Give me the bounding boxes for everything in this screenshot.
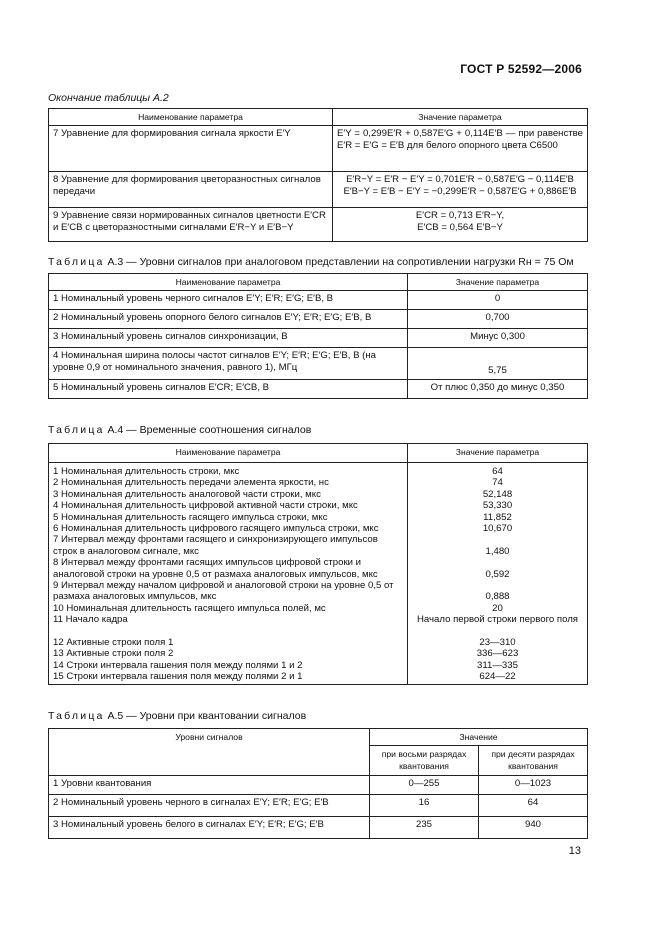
table-cell: 2 Номинальный уровень опорного белого сигналов E′Y; E′R; E′G; E′B, В	[49, 310, 408, 329]
caption-text: А.3 — Уровни сигналов при аналоговом представлении на сопротивлении нагрузки Rн = 75 Ом	[107, 256, 574, 268]
table-cell: 7 Интервал между фронтами гасящего и синхронизирующего импульсов строк в аналоговом сигнале, мкс	[49, 534, 408, 557]
table-cell: 235	[370, 817, 479, 839]
table-cell: 13 Активные строки поля 2	[49, 648, 408, 659]
column-header: Наименование параметра	[49, 109, 333, 126]
table-cell: 1 Номинальный уровень черного сигналов E′Y; E′R; E′G; E′B, В	[49, 291, 408, 310]
table-cell: 9 Уравнение связи нормированных сигналов цветности E′CR и E′CB с цветоразностными сигналами E′R−Y и E′B−Y	[49, 208, 333, 242]
table-cell: 0	[408, 291, 588, 310]
table-cell: 23—310	[408, 637, 588, 648]
column-header: Значение параметра	[408, 274, 588, 291]
table-cell: 10,670	[408, 523, 588, 534]
caption-lead: Таблица	[48, 424, 105, 436]
table-cell: E′CR = 0,713 E′R−Y, E′CB = 0,564 E′B−Y	[333, 208, 588, 242]
table-cell: E′Y = 0,299E′R + 0,587E′G + 0,114E′B — при равенстве E′R = E′G = E′B для белого опорного цвета C6500	[333, 126, 588, 172]
table-cell: 64	[408, 463, 588, 478]
table-a2-caption: Окончание таблицы А.2	[48, 92, 169, 104]
table-a5-caption	[48, 710, 306, 722]
column-header: Значение параметра	[408, 444, 588, 463]
table-cell: 2 Номинальная длительность передачи элемента яркости, нс	[49, 477, 408, 488]
table-cell: 52,148	[408, 489, 588, 500]
column-header: Уровни сигналов	[49, 729, 370, 776]
table-a5	[48, 728, 588, 839]
column-header: при восьми разрядах квантования	[370, 746, 479, 776]
table-cell: 16	[370, 795, 479, 817]
table-cell: 10 Номинальная длительность гасящего импульса полей, мс	[49, 603, 408, 614]
table-cell: 4 Номинальная длительность цифровой активной части строки, мкс	[49, 500, 408, 511]
table-cell: 0—255	[370, 776, 479, 795]
table-cell: 15 Строки интервала гашения поля между полями 2 и 1	[49, 671, 408, 685]
table-cell: 5 Номинальный уровень сигналов E′CR; E′CB, В	[49, 380, 408, 399]
table-cell: Начало первой строки первого поля	[408, 614, 588, 636]
column-header: при десяти разрядах квантования	[479, 746, 588, 776]
table-cell: 8 Уравнение для формирования цветоразностных сигналов передачи	[49, 172, 333, 208]
table-cell: 0,700	[408, 310, 588, 329]
table-cell: От плюс 0,350 до минус 0,350	[408, 380, 588, 399]
table-cell: 336—623	[408, 648, 588, 659]
table-a4	[48, 443, 588, 685]
table-cell: 20	[408, 603, 588, 614]
table-cell: 1 Номинальная длительность строки, мкс	[49, 463, 408, 478]
caption-lead: Таблица	[48, 256, 105, 268]
table-cell: 6 Номинальная длительность цифрового гасящего импульса строки, мкс	[49, 523, 408, 534]
table-cell: 4 Номинальная ширина полосы частот сигналов E′Y; E′R; E′G; E′B, В (на уровне 0,9 от номинального значения, равного 1), МГц	[49, 348, 408, 380]
table-cell: 3 Номинальная длительность аналоговой части строки, мкс	[49, 489, 408, 500]
table-cell: 7 Уравнение для формирования сигнала яркости E′Y	[49, 126, 333, 172]
table-a3-caption	[48, 256, 574, 268]
table-a4-caption	[48, 424, 311, 436]
table-cell: 940	[479, 817, 588, 839]
table-cell: 3 Номинальный уровень сигналов синхронизации, В	[49, 329, 408, 348]
caption-lead: Таблица	[48, 710, 105, 722]
table-cell: 5 Номинальная длительность гасящего импульса строки, мкс	[49, 512, 408, 523]
table-cell: 3 Номинальный уровень белого в сигналах E′Y; E′R; E′G; E′B	[49, 817, 370, 839]
table-cell: 11 Начало кадра	[49, 614, 408, 636]
table-cell: 14 Строки интервала гашения поля между полями 1 и 2	[49, 660, 408, 671]
table-cell: 11,852	[408, 512, 588, 523]
column-header: Значение	[370, 729, 588, 746]
standard-header: ГОСТ Р 52592—2006	[460, 62, 582, 76]
table-cell: 12 Активные строки поля 1	[49, 637, 408, 648]
column-header: Наименование параметра	[49, 274, 408, 291]
table-cell: 0,592	[408, 557, 588, 580]
caption-text: А.5 — Уровни при квантовании сигналов	[107, 710, 307, 722]
column-header: Наименование параметра	[49, 444, 408, 463]
page-number: 13	[568, 845, 581, 857]
table-cell: 74	[408, 477, 588, 488]
table-cell: 64	[479, 795, 588, 817]
table-cell: 1 Уровни квантования	[49, 776, 370, 795]
column-header: Значение параметра	[333, 109, 588, 126]
table-a2	[48, 108, 588, 242]
table-cell: 2 Номинальный уровень черного в сигналах E′Y; E′R; E′G; E′B	[49, 795, 370, 817]
table-a3	[48, 273, 588, 399]
table-cell: 311—335	[408, 660, 588, 671]
table-cell: 5,75	[408, 348, 588, 380]
table-cell: 8 Интервал между фронтами гасящих импульсов цифровой строки и аналоговой строки на уровне 0,5 от размаха аналоговых импульсов, мкс	[49, 557, 408, 580]
caption-text: А.4 — Временные соотношения сигналов	[107, 424, 312, 436]
table-cell: 0,888	[408, 580, 588, 603]
table-cell: 1,480	[408, 534, 588, 557]
table-cell: 624—22	[408, 671, 588, 685]
table-cell: Минус 0,300	[408, 329, 588, 348]
table-cell: 53,330	[408, 500, 588, 511]
table-cell: E′R−Y = E′R − E′Y = 0,701E′R − 0,587E′G − 0,114E′B E′B−Y = E′B − E′Y = −0,299E′R − 0,587E′G + 0,886E′B	[333, 172, 588, 208]
table-cell: 9 Интервал между началом цифровой и аналоговой строки на уровне 0,5 от размаха аналоговых импульсов, мкс	[49, 580, 408, 603]
table-cell: 0—1023	[479, 776, 588, 795]
